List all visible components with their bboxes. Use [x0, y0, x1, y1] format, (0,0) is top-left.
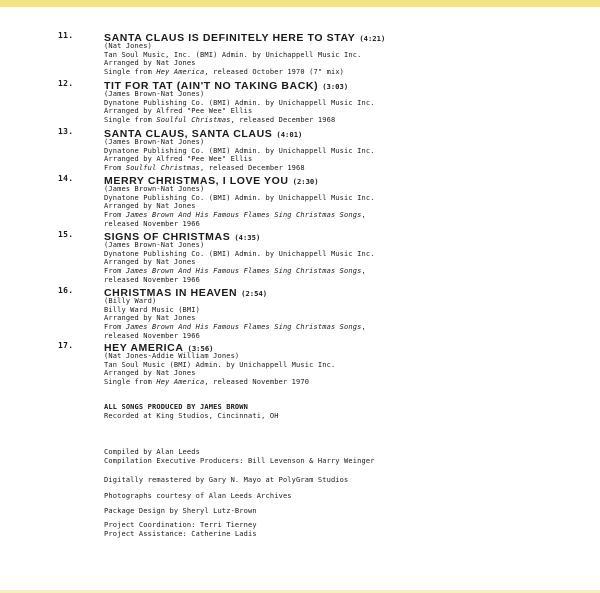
release-suffix: ,: [361, 211, 366, 220]
track-release-date: released November 1966: [104, 275, 201, 284]
release-album: James Brown And His Famous Flames Sing Christmas Songs: [125, 267, 362, 276]
track-release: [104, 378, 584, 387]
project-credits: [104, 521, 584, 538]
track-publisher: Tan Soul Music (BMI) Admin. by Unichappell Music Inc.: [104, 360, 336, 369]
track-title: TIT FOR TAT (AIN'T NO TAKING BACK): [104, 80, 319, 92]
track-title-row: [104, 229, 584, 241]
track-title-row: [104, 285, 584, 297]
track-number: 17.: [58, 341, 74, 350]
release-prefix: From: [104, 323, 126, 332]
remastered-line: Digitally remastered by Gary N. Mayo at PolyGram Studios: [104, 476, 349, 484]
track-publisher: Dynatone Publishing Co. (BMI) Admin. by Unichappell Music Inc.: [104, 249, 375, 258]
release-prefix: From: [104, 267, 126, 276]
track-title-row: [104, 78, 584, 90]
release-prefix: Single from: [104, 68, 157, 77]
track-number: 13.: [58, 127, 74, 136]
track-title-row: [104, 173, 584, 185]
track-arranger: Arranged by Alfred "Pee Wee" Ellis: [104, 155, 253, 164]
package-design-line: Package Design by Sheryl Lutz-Brown: [104, 507, 257, 515]
track-release: [104, 211, 584, 220]
track-arranger: Arranged by Nat Jones: [104, 202, 196, 211]
compiled-by-line: Compiled by Alan Leeds: [104, 448, 201, 456]
track-release-date: released November 1966: [104, 331, 201, 340]
release-suffix: , released December 1968: [230, 116, 336, 125]
track-duration: (4:01): [276, 130, 303, 139]
track-publisher: Dynatone Publishing Co. (BMI) Admin. by Unichappell Music Inc.: [104, 98, 375, 107]
track-title: SANTA CLAUS IS DEFINITELY HERE TO STAY: [104, 32, 356, 44]
track-writers: (James Brown-Nat Jones): [104, 241, 205, 249]
track-details: [104, 126, 584, 173]
track-arranger: Arranged by Nat Jones: [104, 59, 196, 68]
package-credit: [104, 507, 584, 516]
track-number: 12.: [58, 79, 74, 88]
track-publisher: Billy Ward Music (BMI): [104, 305, 201, 314]
release-suffix: ,: [361, 267, 366, 276]
track-release: [104, 164, 584, 173]
track-writers: (Nat Jones): [104, 42, 153, 50]
project-assistance-line: Project Assistance: Catherine Ladis: [104, 529, 257, 538]
photo-credit: [104, 492, 584, 501]
track-writers: (Nat Jones-Addie William Jones): [104, 352, 240, 360]
production-credits: [104, 403, 584, 420]
track-title: HEY AMERICA: [104, 342, 184, 354]
track-details: [104, 30, 584, 77]
produced-by-line: ALL SONGS PRODUCED BY JAMES BROWN: [104, 403, 249, 411]
recorded-at-line: Recorded at King Studios, Cincinnati, OH: [104, 411, 279, 420]
release-album: Soulful Christmas: [156, 116, 231, 125]
track-duration: (3:03): [322, 82, 349, 91]
track-publisher: Dynatone Publishing Co. (BMI) Admin. by Unichappell Music Inc.: [104, 146, 375, 155]
track-number: 14.: [58, 174, 74, 183]
track-duration: (2:30): [292, 177, 319, 186]
top-color-strip: [0, 0, 600, 7]
track-details: [104, 173, 584, 229]
release-album: Hey America: [156, 68, 205, 77]
track-duration: (4:21): [359, 34, 386, 43]
track-release: [104, 68, 584, 77]
track-release-date: released November 1966: [104, 219, 201, 228]
track-title: MERRY CHRISTMAS, I LOVE YOU: [104, 175, 289, 187]
photographs-line: Photographs courtesy of Alan Leeds Archives: [104, 492, 292, 500]
track-title: CHRISTMAS IN HEAVEN: [104, 287, 238, 299]
release-prefix: Single from: [104, 116, 157, 125]
release-suffix: , released October 1970 (7" mix): [204, 68, 345, 77]
release-album: Hey America: [156, 378, 205, 387]
track-duration: (3:56): [187, 344, 214, 353]
remaster-credit: [104, 476, 584, 485]
track-release: [104, 116, 584, 125]
track-details: [104, 285, 584, 341]
track-publisher: Dynatone Publishing Co. (BMI) Admin. by Unichappell Music Inc.: [104, 193, 375, 202]
track-details: [104, 229, 584, 285]
compilation-exec-line: Compilation Executive Producers: Bill Levenson & Harry Weinger: [104, 456, 375, 465]
track-arranger: Arranged by Nat Jones: [104, 314, 196, 323]
track-arranger: Arranged by Nat Jones: [104, 369, 196, 378]
track-title: SANTA CLAUS, SANTA CLAUS: [104, 128, 273, 140]
release-prefix: From: [104, 164, 126, 173]
track-details: [104, 78, 584, 125]
track-writers: (James Brown-Nat Jones): [104, 138, 205, 146]
track-number: 11.: [58, 31, 74, 40]
track-details: [104, 340, 584, 387]
track-writers: (Billy Ward): [104, 297, 157, 305]
track-title: SIGNS OF CHRISTMAS: [104, 231, 231, 243]
track-duration: (4:35): [234, 233, 261, 242]
track-title-row: [104, 30, 584, 42]
track-writers: (James Brown-Nat Jones): [104, 185, 205, 193]
track-publisher: Tan Soul Music, Inc. (BMI) Admin. by Unichappell Music Inc.: [104, 50, 362, 59]
track-number: 15.: [58, 230, 74, 239]
compilation-credits: [104, 448, 584, 465]
release-album: Soulful Christmas: [125, 164, 201, 173]
release-album: James Brown And His Famous Flames Sing Christmas Songs: [125, 323, 362, 332]
track-release: [104, 267, 584, 276]
release-prefix: From: [104, 211, 126, 220]
track-title-row: [104, 126, 584, 138]
release-album: James Brown And His Famous Flames Sing Christmas Songs: [125, 211, 362, 220]
project-coordination-line: Project Coordination: Terri Tierney: [104, 521, 257, 529]
track-release: [104, 323, 584, 332]
track-writers: (James Brown-Nat Jones): [104, 90, 205, 98]
release-suffix: , released November 1970: [204, 378, 310, 387]
track-arranger: Arranged by Alfred "Pee Wee" Ellis: [104, 107, 253, 116]
release-prefix: Single from: [104, 378, 157, 387]
track-arranger: Arranged by Nat Jones: [104, 258, 196, 267]
release-suffix: , released December 1968: [200, 164, 305, 173]
release-suffix: ,: [361, 323, 366, 332]
track-duration: (2:54): [241, 289, 268, 298]
track-number: 16.: [58, 286, 74, 295]
track-title-row: [104, 340, 584, 352]
